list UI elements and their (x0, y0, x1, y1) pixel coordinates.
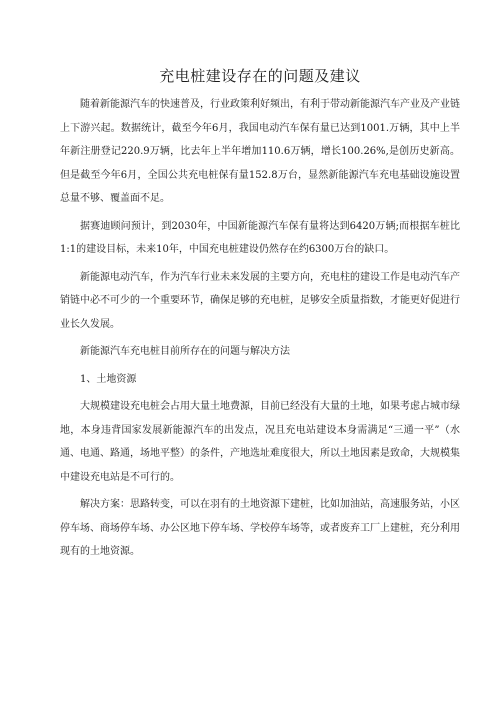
section-heading: 新能源汽车充电桩目前所存在的问题与解决方法 (80, 346, 290, 357)
land-solution-paragraph: 解决方案：思路转变，可以在羽有的土地资源下建桩，比如加油站，高速服务站，小区停车场、商场停车场、办公区地下停车场、学校停车场等，或者废弃工厂上建桩，充分利用现有的土地资源。 (60, 499, 460, 557)
importance-paragraph: 新能源电动汽车，作为汽车行业未来发展的主要方向，充电柱的建设工作是电动汽车产销链中必不可少的一个重要环节，确保足够的充电桩，足够安全质量指数，才能更好促进行业长久发展。 (60, 271, 460, 330)
intro-paragraph: 随着新能源汽车的快速普及，行业政策利好频出，有利于带动新能源汽车产业及产业链上下游兴起。数据统计，截至今年6月，我国电动汽车保有量已达到1001.万辆，其中上半年新注册登记220.9万辆，比去年上半年增加110.6万辆，增长100.26%,是创历史新高。但是截至今年6月，全国公共充电桩保有量152.8万台，显然新能源汽车充电基础设施设置总量不够、覆盖面不足。 (60, 99, 460, 204)
land-problem-paragraph: 大规模建设充电桩会占用大量土地费源，目前已经没有大量的土地，如果考虑占城市绿地，本身违背国家发展新能源汽车的出发点，况且充电站建设本身需满足“三通一平”（水通、电通、路通，场地平整）的条件，产地选址难度很大，所以土地因素是致命，大规模集中建设充电站是不可行的。 (60, 401, 460, 483)
forecast-paragraph: 据赛迪顾问预计，到2030年，中国新能源汽车保有量将达到6420万辆;而根据车桩比1:1的建设目标，未来10年，中国充电桩建设仍然存在约6300万台的缺口。 (60, 220, 460, 255)
document-title: 充电桩建设存在的问题及建议 (159, 67, 361, 85)
subsection-heading: 1、土地资源 (80, 373, 137, 385)
